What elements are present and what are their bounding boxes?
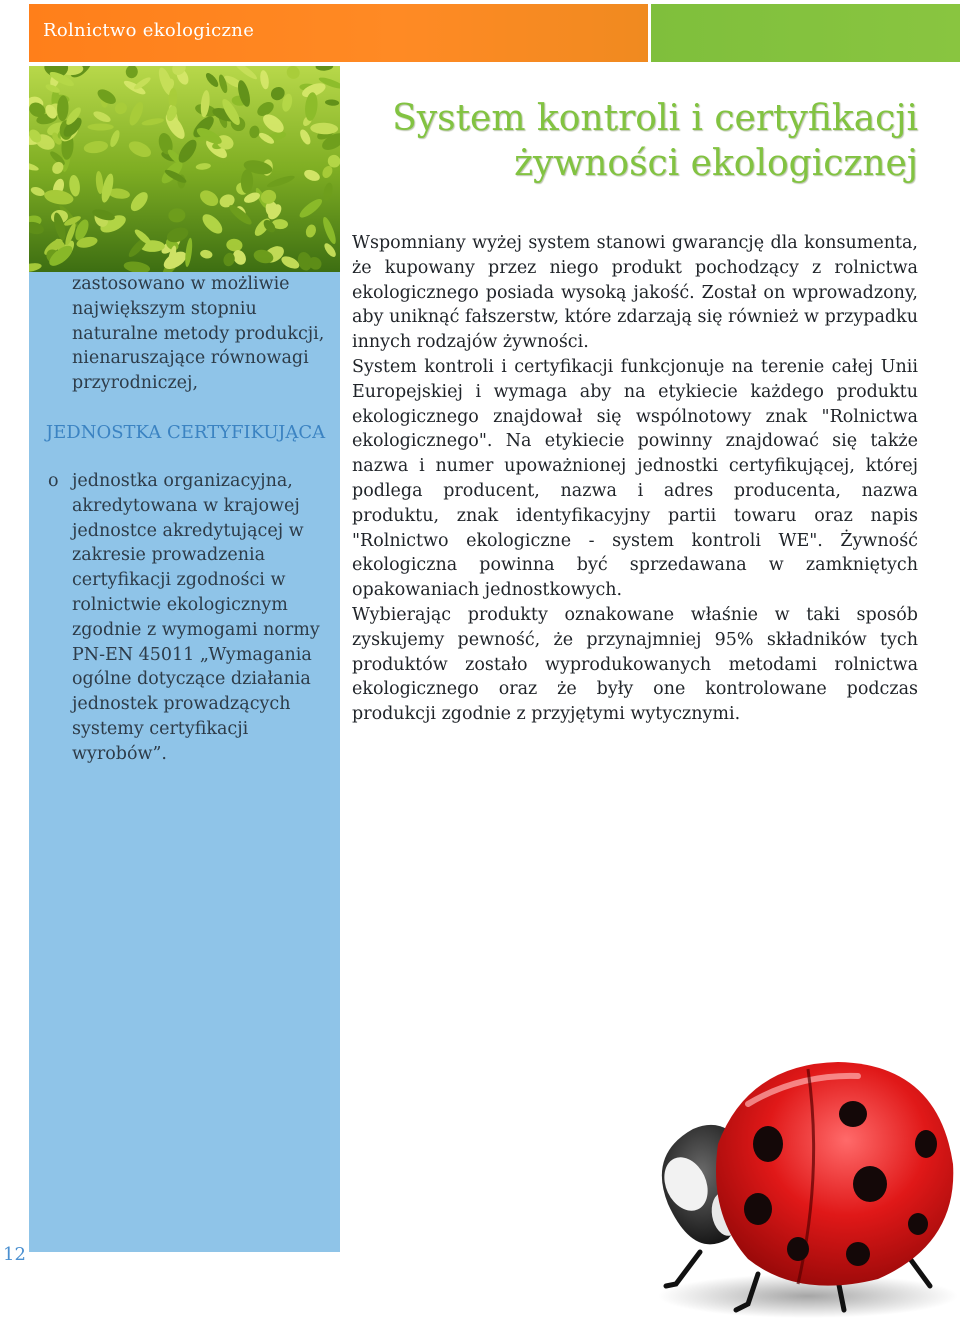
sidebar-bullet-text: jednostka organizacyjna, akredytowana w krajowej jednostce akredytującej w zakresie prowadzenia certyfikacji zgodności w rolnictwie ekologicznym zgodnie z wymogami normy PN-EN 45011 „Wymagania ogólne dotyczące działania jednostek prowadzących systemy certyfikacji wyrobów”. xyxy=(72,470,320,764)
page-title-line-1: System kontroli i certyfikacji xyxy=(392,98,918,139)
body-paragraph-2: System kontroli i certyfikacji funkcjonuje na terenie całej Unii Europejskiej i wymaga aby na etykiecie każdego produktu ekologicznego znajdował się wspólnotowy znak "Rolnictwa ekologicznego". Na etykiecie powinny znajdować się także nazwa i numer upoważnionej jednostki certyfikującej, której podlega producent, nazwa i adres producenta, nazwa produktu, znak identyfikacyjny partii towaru oraz napis "Rolnictwo ekologiczne - system kontroli WE". Żywność ekologiczna powinna być sprzedawana w zamkniętych opakowaniach jednostkowych. xyxy=(352,356,918,601)
leaf-shape xyxy=(88,124,114,131)
page-number: 12 xyxy=(3,1244,26,1265)
body-text xyxy=(352,231,918,727)
green-leaves-photo xyxy=(29,66,340,272)
page-title xyxy=(358,96,918,186)
body-paragraph-3: Wybierając produkty oznakowane właśnie w taki sposób zyskujemy pewność, że przynajmniej 95% składników tych produktów zostało wyprodukowanych metodami rolnictwa ekologicznego oraz że były one kontrolowane podczas produkcji zgodnie z przyjętymi wytycznymi. xyxy=(352,604,918,725)
ladybug-illustration xyxy=(608,1034,960,1322)
page-title-line-2: żywności ekologicznej xyxy=(514,143,918,184)
sidebar-text xyxy=(29,272,340,767)
bullet-marker: o xyxy=(48,470,59,491)
sidebar-bullet-item xyxy=(29,469,340,767)
header-bar-green xyxy=(651,4,960,62)
sidebar-heading: JEDNOSTKA CERTYFIKUJĄCA xyxy=(45,421,326,443)
sidebar-intro-text: zastosowano w możliwie największym stopniu naturalne metody produkcji, nienaruszające równowagi przyrodniczej, xyxy=(72,274,325,394)
body-paragraph-1: Wspomniany wyżej system stanowi gwarancję dla konsumenta, że kupowany przez niego produkt pochodzący z rolnictwa ekologicznego posiada wysoką jakość. Został on wprowadzony, aby uniknąć fałszerstw, które zdarzają się również w przypadku innych rodzajów żywności. xyxy=(352,233,918,353)
section-title: Rolnictwo ekologiczne xyxy=(43,20,255,41)
header-bar-orange xyxy=(29,4,648,62)
